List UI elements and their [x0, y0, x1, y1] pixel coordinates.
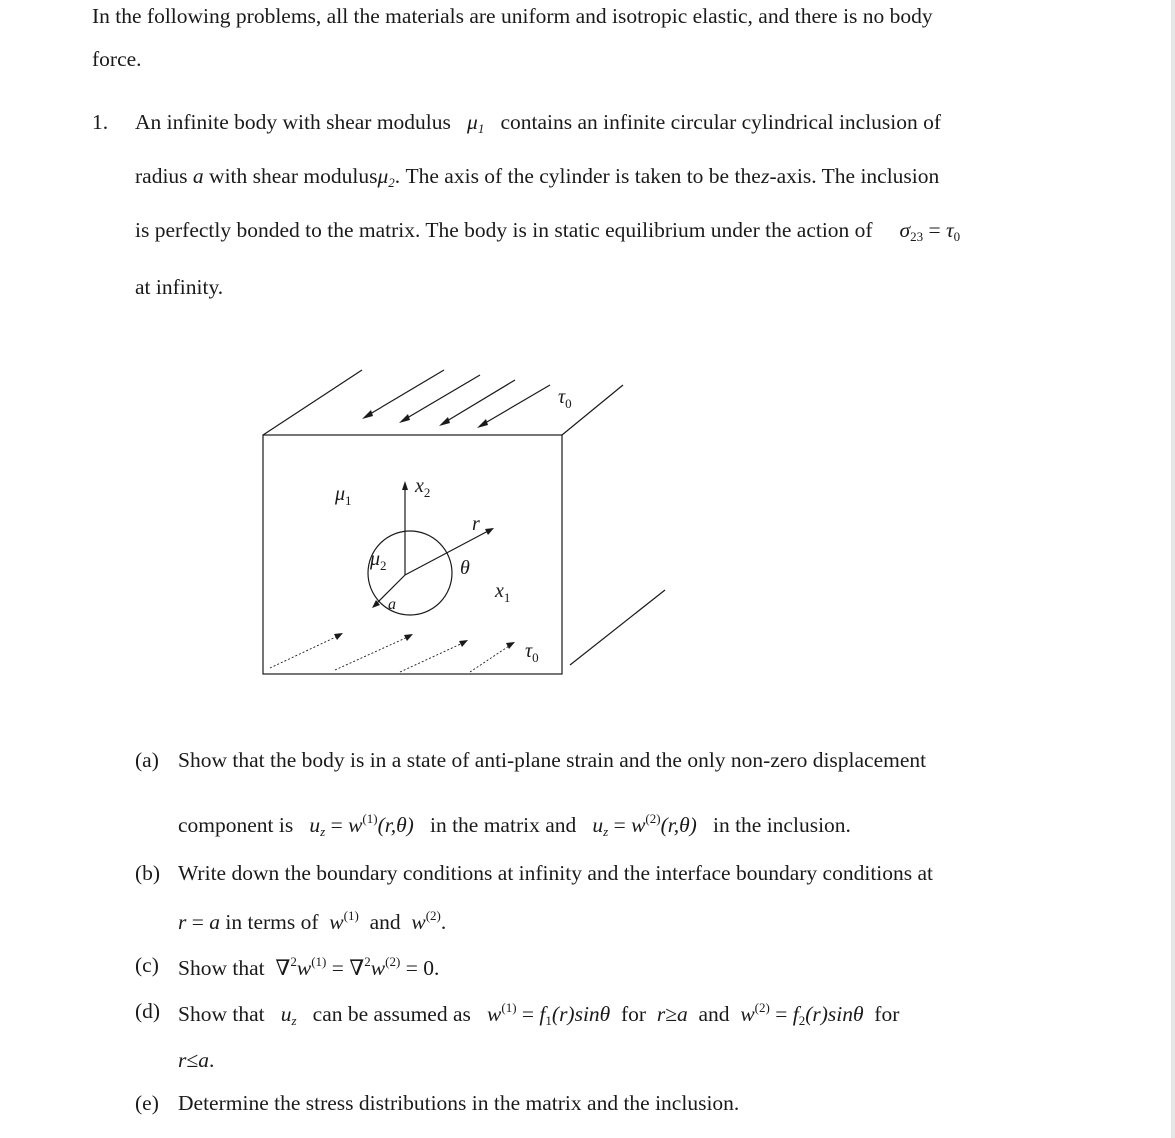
top-left-edge [263, 370, 362, 435]
sigma23-eq-tau0: $\sigma_{23} = \tau_0$ [899, 218, 961, 244]
bottom-right-edge [570, 590, 665, 665]
mu2-symbol: $\mu_2$ [377, 164, 395, 190]
bottom-traction-arrow [400, 642, 465, 672]
top-traction-arrow [402, 375, 480, 421]
part-b-line-1: Write down the boundary conditions at infinity and the interface boundary conditions at [178, 861, 934, 885]
front-face [263, 435, 562, 674]
arrowhead [477, 419, 488, 428]
top-traction-arrow [442, 380, 515, 424]
problem-line-1 [135, 112, 941, 135]
a-label: a [388, 596, 396, 613]
x2-arrowhead [402, 481, 408, 490]
tau0-top-label: $\tau_0$ [558, 386, 572, 411]
intro-line-2: force. [92, 47, 142, 71]
part-d-label: (d) [135, 999, 161, 1023]
part-d-line-1: Show that $u_z$ can be assumed as $w^{(1)} = f_1(r)\sin\theta$ for r≥a and $w^{(2)} = f_2(r)\sin\theta$ for [178, 1000, 900, 1028]
arrowhead [506, 642, 515, 649]
arrowhead [439, 417, 450, 426]
z-symbol: z [761, 164, 770, 188]
problem-line-4: at infinity. [135, 275, 224, 299]
arrowhead [399, 414, 410, 423]
r-arrowhead [485, 528, 494, 535]
part-b-line-2: r = a in terms of $w^{(1)}$ and $w^{(2)}$. [178, 908, 447, 934]
bottom-traction-arrow [470, 644, 512, 672]
part-a-label: (a) [135, 748, 159, 772]
problem-line-3: is perfectly bonded to the matrix. The body is in static equilibrium under the action of $\sigma_{23} = \tau_0$ [135, 218, 961, 244]
problem-line-1-text-b: contains an infinite circular cylindrical inclusion of [500, 110, 942, 134]
mu1-symbol: $\mu_1$ [467, 110, 485, 136]
mu1-label: $\mu_1$ [335, 483, 352, 508]
bottom-traction-arrow [335, 636, 410, 670]
page-edge-shadow [1171, 0, 1175, 1138]
top-traction-arrow [480, 385, 550, 426]
part-c-line: Show that $\nabla^2w^{(1)} = \nabla^2w^{(2)} = 0$. [178, 954, 440, 980]
inclusion-figure [250, 360, 680, 690]
intro-line-1: In the following problems, all the materials are uniform and isotropic elastic, and there is no body [92, 4, 933, 28]
arrowhead [459, 640, 468, 647]
bottom-traction-arrow [270, 635, 340, 668]
x1-label: $x_1$ [495, 580, 511, 605]
part-d-line-2: r≤a. [178, 1048, 215, 1072]
problem-number: 1. [92, 110, 109, 134]
r-label: r [472, 513, 480, 535]
problem-line-1-text-a: An infinite body with shear modulus [135, 110, 451, 134]
problem-line-2: radius a with shear modulusμ$_2$. The axis of the cylinder is taken to be the z-axis. The inclusion [135, 164, 940, 190]
mu2-label: $\mu_2$ [370, 548, 387, 573]
top-traction-arrow [365, 370, 444, 417]
arrowhead [334, 633, 343, 640]
part-a-line-2: component is $u_z = w^{(1)}(r,\theta)$ in the matrix and $u_z = w^{(2)}(r,\theta)$ in the inclusion. [178, 811, 851, 839]
tau0-bottom-label: $\tau_0$ [525, 640, 539, 665]
part-e-label: (e) [135, 1091, 159, 1115]
arrowhead [404, 634, 413, 641]
arrowhead [362, 410, 373, 419]
radius-symbol: a [192, 164, 204, 188]
part-b-label: (b) [135, 861, 161, 885]
r-line [405, 530, 490, 575]
part-c-label: (c) [135, 953, 159, 977]
x2-label: $x_2$ [415, 475, 431, 500]
part-a-line-1: Show that the body is in a state of anti-plane strain and the only non-zero displacement [178, 748, 927, 772]
theta-label: θ [460, 557, 470, 579]
part-e-line: Determine the stress distributions in the matrix and the inclusion. [178, 1091, 740, 1115]
